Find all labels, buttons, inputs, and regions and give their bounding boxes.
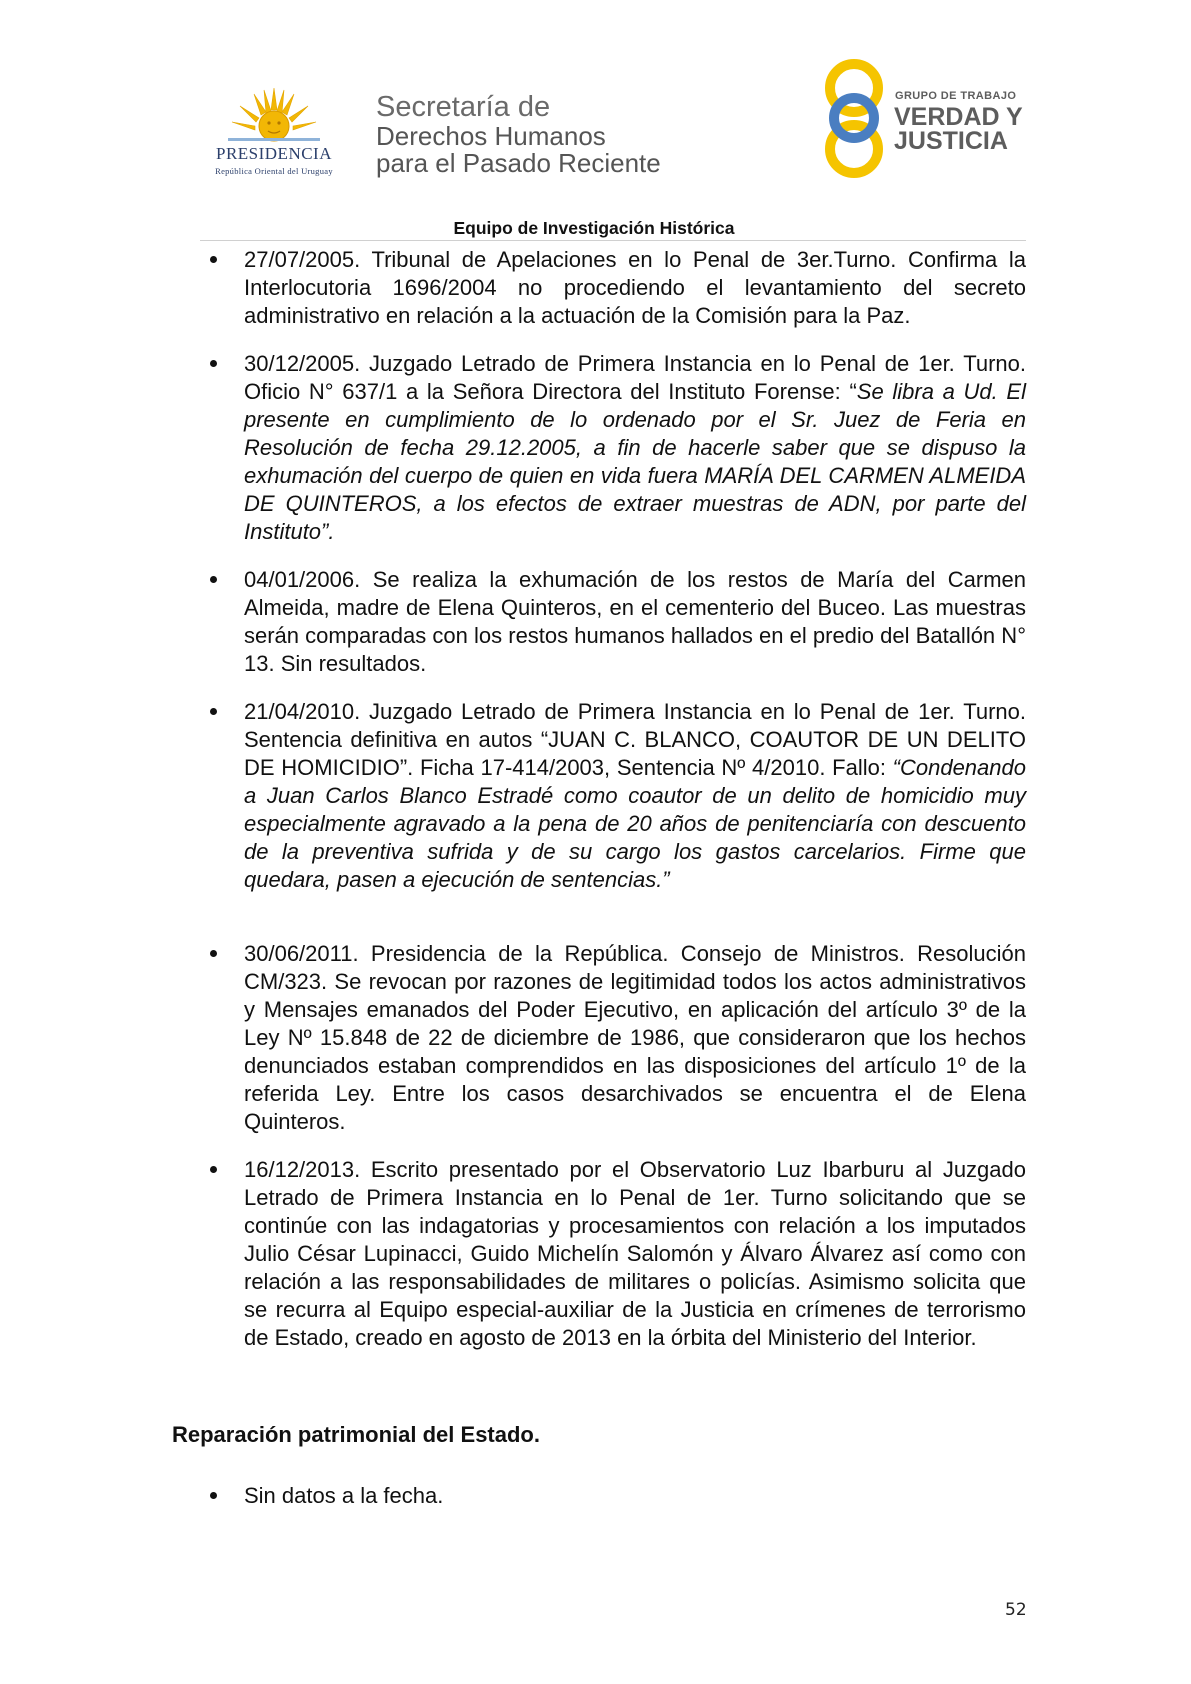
justicia-label: JUSTICIA (894, 127, 1008, 155)
presidencia-logo (196, 84, 352, 180)
verdad-justicia-logo (820, 56, 1040, 182)
rings-emblem-icon (820, 56, 890, 182)
secretaria-line-2: Derechos Humanos (376, 121, 606, 151)
text-segment: 04/01/2006. Se realiza la exhumación de los restos de María del Carmen Almeida, madre de Elena Quinteros, en el cementerio del Buceo. Las muestras serán comparadas con los restos humanos hallados en el predio del Batallón N° 13. Sin resultados. (244, 567, 1026, 676)
list-item-text (244, 698, 1026, 894)
secretaria-line-3: para el Pasado Reciente (376, 148, 661, 178)
text-segment: 16/12/2013. Escrito presentado por el Observatorio Luz Ibarburu al Juzgado Letrado de Primera Instancia en lo Penal de 1er. Turno solicitando que se continúe con las indagatorias y procesamientos con relación a los imputados Julio César Lupinacci, Guido Michelín Salomón y Álvaro Álvarez así como con relación a las responsabilidades de militares o policías. Asimismo solicita que se recurra al Equipo especial-auxiliar de la Justicia en crímenes de terrorismo de Estado, creado en agosto de 2013 en la órbita del Ministerio del Interior. (244, 1157, 1026, 1350)
verdad-label: VERDAD Y (894, 103, 1023, 131)
sun-emblem-icon (228, 84, 320, 144)
quoted-text-segment: Se libra a Ud. El presente en cumplimiento de lo ordenado por el Sr. Juez de Feria en Resolución de fecha 29.12.2005, a fin de hacerle saber que se dispuso la exhumación del cuerpo de quien en vida fuera MARÍA DEL CARMEN ALMEIDA DE QUINTEROS, a los efectos de extraer muestras de ADN, por parte del Instituto”. (244, 379, 1026, 544)
bullet-icon (210, 360, 217, 367)
presidencia-name: PRESIDENCIA (215, 144, 332, 163)
bullet-icon (210, 950, 217, 957)
text-segment: 30/12/2005. Juzgado Letrado de Primera Instancia en lo Penal de 1er. Turno. Oficio N° 637/1 a la Señora Directora del Instituto Forense: “ (244, 351, 1026, 404)
text-segment: 27/07/2005. Tribunal de Apelaciones en lo Penal de 3er.Turno. Confirma la Interlocutoria 1696/2004 no procediendo el levantamiento del secreto administrativo en relación a la actuación de la Comisión para la Paz. (244, 247, 1026, 328)
running-head: Equipo de Investigación Histórica (453, 218, 735, 238)
list-item-text (244, 940, 1026, 1136)
bullet-icon (210, 1492, 217, 1499)
text-segment: 30/06/2011. Presidencia de la República. Consejo de Ministros. Resolución CM/323. Se revocan por razones de legitimidad todos los actos administrativos y Mensajes emanados del Poder Ejecutivo, en aplicación del artículo 3º de la Ley Nº 15.848 de 22 de diciembre de 1986, que consideraron que los hechos denunciados estaban comprendidos en las disposiciones del artículo 1º de la referida Ley. Entre los casos desarchivados se encuentra el de Elena Quinteros. (244, 941, 1026, 1134)
header-divider (200, 240, 1026, 241)
section-heading: Reparación patrimonial del Estado. (172, 1422, 540, 1447)
secretaria-logo-text (376, 92, 661, 177)
page-header (0, 0, 1191, 240)
grupo-de-trabajo-label: GRUPO DE TRABAJO (895, 90, 1017, 102)
list-item-text (244, 1156, 1026, 1352)
presidencia-subtitle: República Oriental del Uruguay (215, 166, 333, 176)
list-item-text (244, 1482, 1026, 1510)
secretaria-line-1: Secretaría de (376, 91, 551, 123)
list-item-text (244, 350, 1026, 546)
page-number: 52 (1005, 1600, 1027, 1620)
bullet-icon (210, 576, 217, 583)
quoted-text-segment: “Condenando a Juan Carlos Blanco Estradé como coautor de un delito de homicidio muy especialmente agravado a la pena de 20 años de penitenciaría con descuento de la preventiva sufrida y de su cargo los gastos carcelarios. Firme que quedara, pasen a ejecución de sentencias.” (244, 755, 1026, 892)
bullet-icon (210, 256, 217, 263)
bullet-icon (210, 708, 217, 715)
list-item-text (244, 566, 1026, 678)
list-item-text (244, 246, 1026, 330)
bullet-icon (210, 1166, 217, 1173)
text-segment: 21/04/2010. Juzgado Letrado de Primera Instancia en lo Penal de 1er. Turno. Sentencia definitiva en autos “JUAN C. BLANCO, COAUTOR DE UN DELITO DE HOMICIDIO”. Ficha 17-414/2003, Sentencia Nº 4/2010. Fallo: (244, 699, 1026, 780)
text-segment: Sin datos a la fecha. (244, 1483, 444, 1508)
